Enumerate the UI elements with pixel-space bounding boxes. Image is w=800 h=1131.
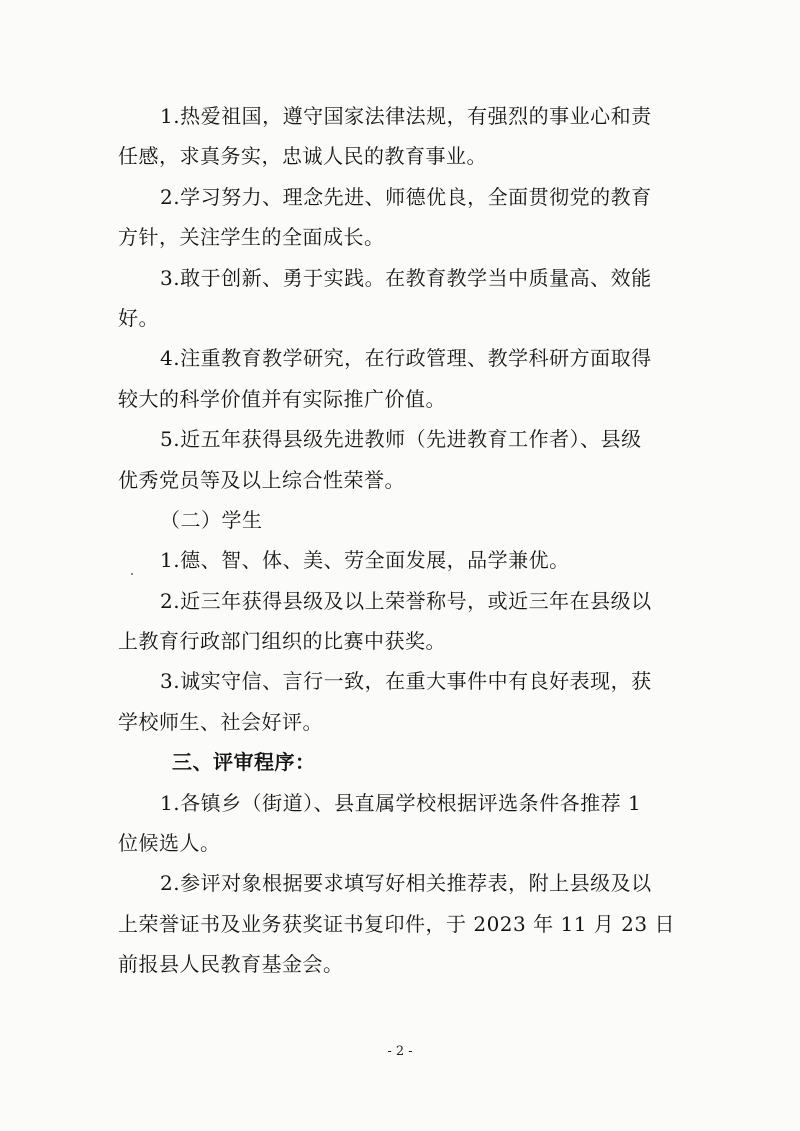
text-line: 1.德、智、体、美、劳全面发展，品学兼优。: [160, 548, 570, 573]
text-line: 1.热爱祖国，遵守国家法律法规，有强烈的事业心和责: [160, 104, 652, 128]
text-line: 优秀党员等及以上综合性荣誉。: [118, 467, 405, 492]
text-line: 方针，关注学生的全面成长。: [118, 225, 385, 250]
scan-speck: [131, 573, 133, 575]
text-line: 位候选人。: [118, 831, 221, 856]
text-line: 学校师生、社会好评。: [118, 709, 323, 734]
text-line: 3.敢于创新、勇于实践。在教育教学当中质量高、效能: [160, 265, 652, 290]
document-body: [118, 96, 688, 985]
section-heading: （二）学生: [160, 507, 263, 532]
text-line: 5.近五年获得县级先进教师（先进教育工作者）、县级: [160, 427, 642, 452]
text-line: 2.参评对象根据要求填写好相关推荐表，附上县级及以: [160, 871, 652, 896]
text-line: 2.学习努力、理念先进、师德优良，全面贯彻党的教育: [160, 184, 652, 209]
text-line: 好。: [118, 305, 159, 330]
text-line: 前报县人民教育基金会。: [118, 952, 344, 977]
text-line: 2.近三年获得县级及以上荣誉称号，或近三年在县级以: [160, 588, 652, 613]
text-line: 1.各镇乡（街道）、县直属学校根据评选条件各推荐 1: [160, 790, 642, 815]
text-line: 上教育行政部门组织的比赛中获奖。: [118, 629, 446, 654]
text-line: 较大的科学价值并有实际推广价值。: [118, 386, 446, 411]
text-line: 任感，求真务实，忠诚人民的教育事业。: [118, 144, 487, 169]
text-line: 4.注重教育教学研究，在行政管理、教学科研方面取得: [160, 346, 652, 371]
text-line: 3.诚实守信、言行一致，在重大事件中有良好表现，获: [160, 669, 652, 694]
text-line: 上荣誉证书及业务获奖证书复印件，于 2023 年 11 月 23 日: [118, 911, 675, 936]
page-number: - 2 -: [387, 1044, 413, 1059]
section-heading: 三、评审程序：: [172, 750, 316, 775]
